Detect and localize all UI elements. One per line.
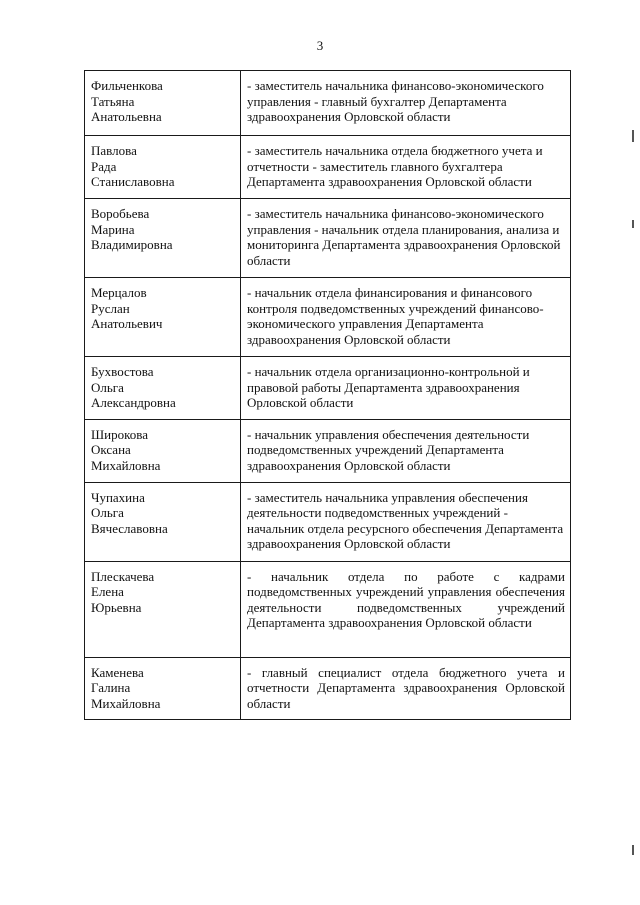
patronymic: Вячеславовна	[91, 520, 168, 536]
table-row	[85, 357, 571, 420]
first-name: Руслан	[91, 300, 130, 316]
table-row	[85, 136, 571, 199]
first-name: Оксана	[91, 442, 131, 458]
patronymic: Михайловна	[91, 695, 161, 711]
first-name: Татьяна	[91, 93, 135, 109]
position-text: - заместитель начальника управления обеспечения деятельности подведомственных учреждений - начальник отдела ресурсного обеспечения Департамента здравоохранения Орловской области	[247, 489, 564, 552]
person-name-cell	[85, 482, 241, 561]
first-name: Галина	[91, 680, 131, 696]
page-number: 3	[316, 38, 324, 53]
position-text: - начальник отдела по работе с кадрами подведомственных учреждений управления обеспечения деятельности подведомственных учреждений Департамента здравоохранения Орловской области	[247, 568, 565, 631]
table-row	[85, 71, 571, 136]
patronymic: Станиславовна	[91, 174, 175, 190]
scan-edge-mark	[632, 845, 634, 855]
position-cell	[241, 278, 571, 357]
table-row	[85, 199, 571, 278]
position-cell	[241, 136, 571, 199]
first-name: Ольга	[91, 379, 124, 395]
table-row	[85, 657, 571, 720]
person-name-cell	[85, 357, 241, 420]
position-cell	[241, 657, 571, 720]
position-text: - заместитель начальника финансово-экономического управления - главный бухгалтер Департамента здравоохранения Орловской области	[247, 78, 544, 125]
patronymic: Александровна	[91, 395, 176, 411]
table-row	[85, 419, 571, 482]
person-name-cell	[85, 278, 241, 357]
members-table	[84, 70, 571, 720]
position-text: - заместитель начальника отдела бюджетного учета и отчетности - заместитель главного бухгалтера Департамента здравоохранения Орловской области	[247, 143, 543, 190]
table-row	[85, 482, 571, 561]
scan-edge-mark	[632, 130, 634, 142]
person-name-cell	[85, 657, 241, 720]
position-cell	[241, 357, 571, 420]
person-name-cell	[85, 136, 241, 199]
first-name: Марина	[91, 221, 135, 237]
last-name: Воробьева	[91, 206, 150, 221]
last-name: Мерцалов	[91, 285, 147, 300]
patronymic: Анатольевна	[91, 109, 162, 125]
patronymic: Михайловна	[91, 457, 161, 473]
position-text: - начальник управления обеспечения деятельности подведомственных учреждений Департамента здравоохранения Орловской области	[247, 426, 530, 473]
position-cell	[241, 199, 571, 278]
position-cell	[241, 482, 571, 561]
last-name: Широкова	[91, 426, 148, 442]
first-name: Елена	[91, 584, 124, 600]
table-row	[85, 561, 571, 657]
position-text: - заместитель начальника финансово-экономического управления - начальник отдела планирования, анализа и мониторинга Департамента здравоохранения Орловской области	[247, 206, 561, 268]
last-name: Плескачева	[91, 568, 155, 584]
first-name: Рада	[91, 158, 117, 174]
patronymic: Владимировна	[91, 237, 173, 253]
patronymic: Юрьевна	[91, 599, 142, 615]
first-name: Ольга	[91, 505, 124, 521]
last-name: Чупахина	[91, 489, 145, 505]
position-text: - начальник отдела финансирования и финансового контроля подведомственных учреждений финансово-экономического управления Департамента здравоохранения Орловской области	[247, 285, 544, 347]
position-text: - начальник отдела организационно-контрольной и правовой работы Департамента здравоохранения Орловской области	[247, 364, 530, 411]
last-name: Фильченкова	[91, 78, 163, 93]
last-name: Павлова	[91, 143, 137, 158]
last-name: Бухвостова	[91, 364, 154, 379]
patronymic: Анатольевич	[91, 316, 163, 332]
person-name-cell	[85, 199, 241, 278]
person-name-cell	[85, 561, 241, 657]
position-cell	[241, 71, 571, 136]
last-name: Каменева	[91, 664, 144, 680]
person-name-cell	[85, 71, 241, 136]
table-row	[85, 278, 571, 357]
scan-edge-mark	[632, 220, 634, 228]
person-name-cell	[85, 419, 241, 482]
position-cell	[241, 419, 571, 482]
position-cell	[241, 561, 571, 657]
position-text: - главный специалист отдела бюджетного учета и отчетности Департамента здравоохранения Орловской области	[247, 664, 565, 711]
